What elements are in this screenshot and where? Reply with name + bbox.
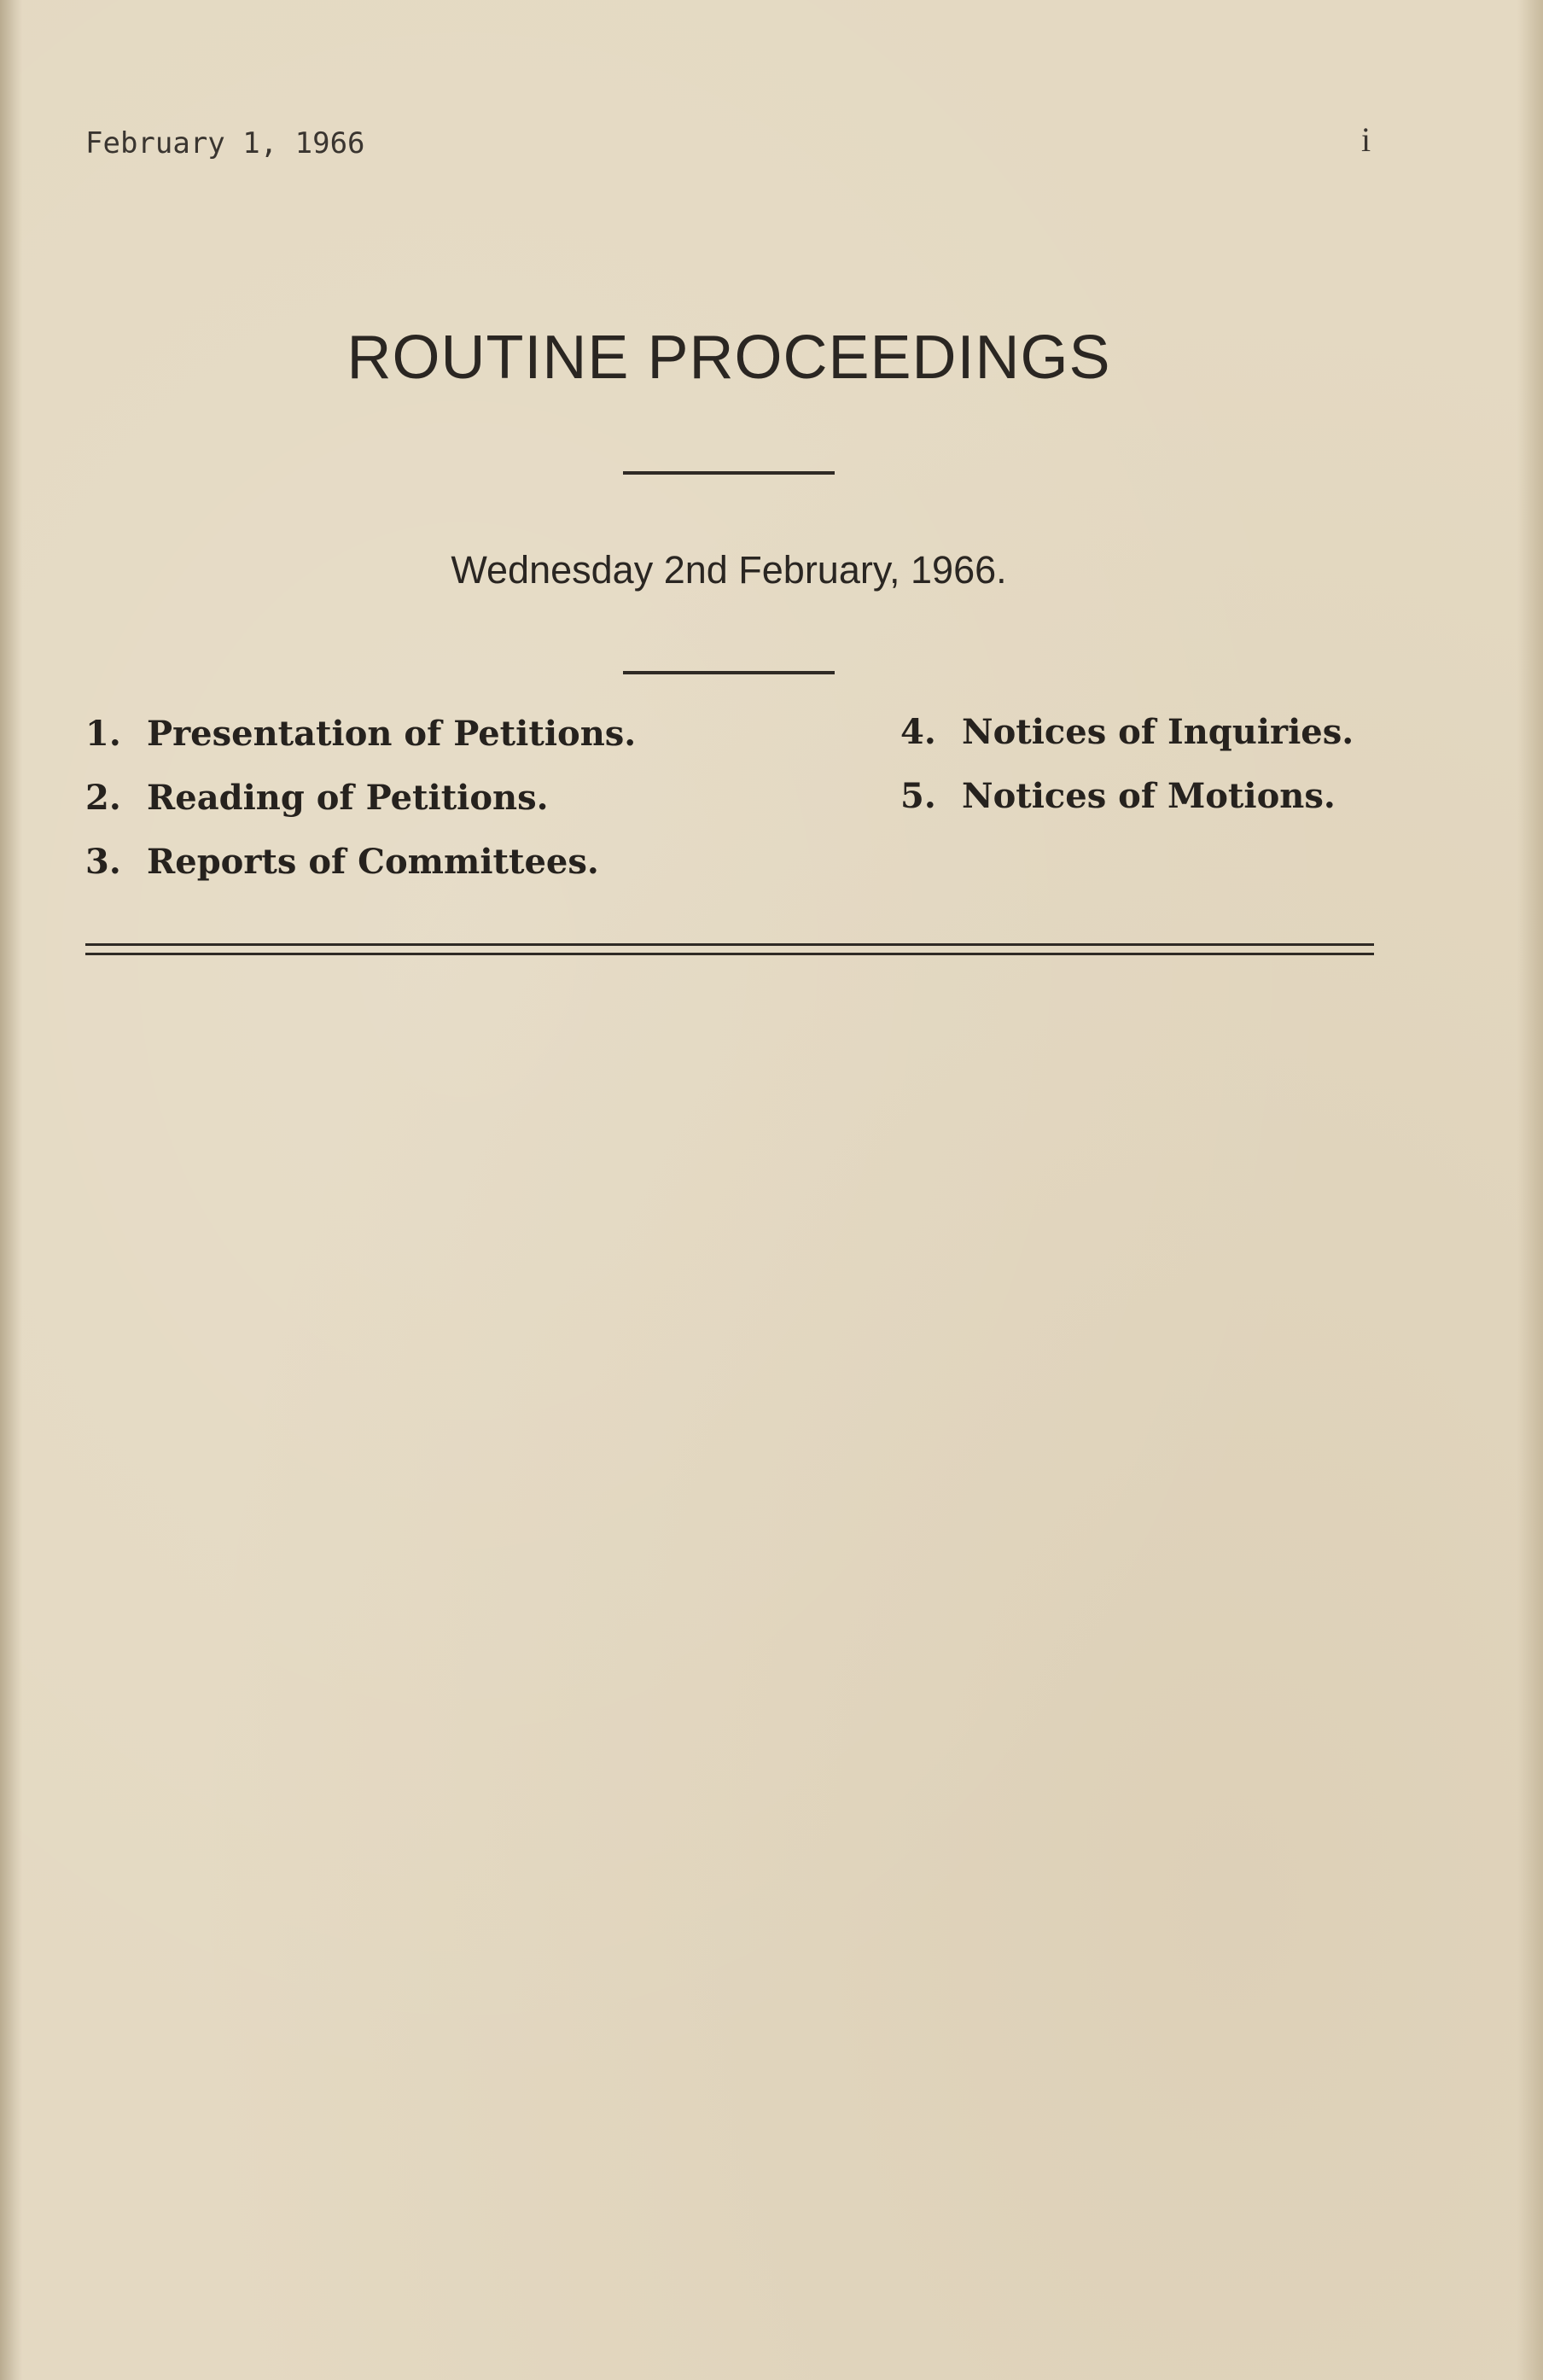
list-item [85, 774, 636, 838]
item-label: Reports of Committees. [147, 842, 599, 882]
item-label: Notices of Inquiries. [962, 712, 1354, 752]
list-item [900, 709, 1354, 773]
page-title: ROUTINE PROCEEDINGS [346, 324, 1111, 392]
item-number: 4. [900, 712, 936, 752]
list-item [900, 773, 1354, 837]
session-date: Wednesday 2nd February, 1966. [451, 548, 1007, 592]
item-label: Presentation of Petitions. [147, 714, 637, 754]
item-number: 2. [85, 778, 121, 818]
item-number: 5. [900, 776, 936, 816]
item-label: Reading of Petitions. [147, 778, 549, 818]
page-number: i [1361, 120, 1371, 159]
section-double-rule [85, 943, 1374, 955]
header-date: February 1, 1966 [85, 126, 365, 160]
date-divider [623, 671, 835, 674]
item-number: 3. [85, 842, 121, 882]
page-edge-right [1517, 0, 1543, 2380]
title-divider [623, 471, 835, 475]
list-item [85, 710, 636, 774]
item-label: Notices of Motions. [962, 776, 1336, 816]
item-number: 1. [85, 714, 121, 754]
proceedings-list-left [85, 710, 636, 902]
proceedings-list-right [900, 709, 1354, 837]
list-item [85, 838, 636, 902]
